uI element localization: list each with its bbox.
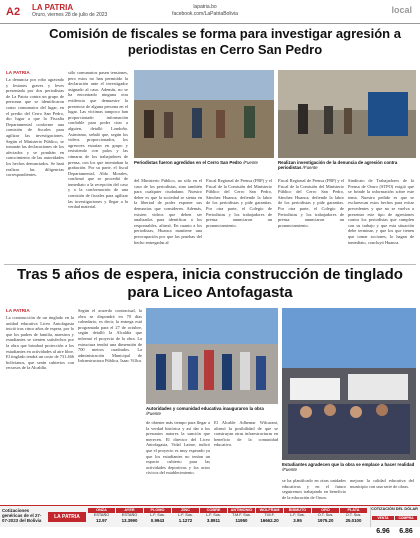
ticker-title: Cotizaciones genéricas de el 27-07-2023 del Bolivia xyxy=(2,508,42,523)
ticker-item-value: 3.8911 xyxy=(206,518,221,523)
ticker-item-unit: ESTAÑO xyxy=(93,513,110,517)
ticker-item-value: 0.9943 xyxy=(150,518,165,523)
article2-photo2-caption: Estudiantes agradecen que la obra se emplace a hacer realidad /Fuente xyxy=(282,462,415,473)
article2-col7: mejorar la calidad educativa del municipio con una serie de obras. xyxy=(350,478,414,489)
ticker-item-name: COBRE xyxy=(200,508,227,513)
ticker-item-antimonio xyxy=(228,508,255,523)
article2-byline: LA PATRIA xyxy=(6,308,30,313)
ticker-item-value: 1.1272 xyxy=(178,518,193,523)
article1-byline: LA PATRIA xyxy=(6,70,30,75)
ticker-item-wolfram xyxy=(256,508,283,523)
article1-col5a: Fiscal Regional de Prensa (FRP) y el Fiscal de la Comisión del Ministerio Público del Cerro San Pedro, Sánchez Huanca, defiende la labor de los periodistas y pide garantías. Por otra parte, el Colegio de Periodistas y los trabajadores de prensa anunciaron un pronunciamiento. xyxy=(278,178,344,228)
article1-photo2-caption: Realizan investigación de la denuncia de agresión contra periodistas /Fuente xyxy=(278,160,398,171)
ticker-item-ayer xyxy=(116,508,143,523)
ticker-item-value: 25.0100 xyxy=(345,518,362,523)
ticker-item-name: ORO xyxy=(312,508,339,513)
page-number: A2 xyxy=(6,6,21,18)
article2-col2: Según el acuerdo contractual, la obra se dispondrá en 70 días calendario, es decir, la entrega está programada para el 27 de octubre, según detalló la Alcaldía que informó el proyecto de la obra. La estructura tendrá una dimensión de 700 metros cuadrados. La administración Municipal de Infraestructura Pública, Isaac Villca. xyxy=(78,308,142,364)
ticker-item-name: WOLFRAM xyxy=(256,508,283,513)
masthead-logo: LA PATRIA xyxy=(32,3,74,12)
page-header xyxy=(0,0,420,24)
ticker-item-name: PLATA xyxy=(340,508,367,513)
article1-photo1 xyxy=(134,70,274,158)
ticker-item-unit: L.F. Sus. xyxy=(150,513,165,517)
dollar-buy: VENTA 6.96 xyxy=(372,516,394,538)
article1-col3: del Ministerio Público, no sólo en el caso de los periodistas, sino también para cualquier ciudadano. Nuestro deber es que la sociedad se sienta en la libertad de poder exponer sus denuncias que consideren. Además, existen videos que deben ser analizados para identificar a los responsables, afirmó. En cuanto a los periodistas, Huanca mantiene una preocupación por que las pruebas del hecho entregadas al xyxy=(134,178,202,245)
dollar-title: COTIZACIÓN DEL DÓLAR xyxy=(371,507,418,511)
ticker-item-unit: T.M.F. Sus. xyxy=(232,513,251,517)
ticker-item-value: 3.95 xyxy=(293,518,302,523)
commodity-ticker xyxy=(0,505,420,535)
ticker-item-name: ANTIMONIO xyxy=(228,508,255,513)
article2-col3: de obtener más tiempo para llegar a la verdad histórica y así dar a los presuntos autores la sanción que merecen. El director del Liceo Antofagasta, Vidal Laime, indicó que el proyecto es muy esperado ya que los estudiantes no tenían un espacio cubierto para las actividades deportivas y los actos cívicos del establecimiento. xyxy=(146,420,210,476)
dollar-rate xyxy=(370,507,418,535)
ticker-item-name: ONZA xyxy=(88,508,115,513)
article1-photo2 xyxy=(278,70,416,158)
ticker-item-unit: L.F. Sus. xyxy=(290,513,305,517)
article2-col4: El Alcalde Adhemar Wilcarani, afirmó la posibilidad de que se construyan otras infraestructuras en beneficio de la comunidad educativa. xyxy=(214,420,278,448)
ticker-item-value: 16662.20 xyxy=(260,518,279,523)
issue-date: Oruro, viernes 28 de julio de 2023 xyxy=(32,12,108,18)
ticker-item-unit: O.T. Sus. xyxy=(345,513,362,517)
dollar-sell: COMPRA 6.86 xyxy=(395,516,417,538)
ticker-item-unit: ESTAÑO xyxy=(121,513,138,517)
ticker-item-oro xyxy=(312,508,339,523)
ticker-item-name: AYER xyxy=(116,508,143,513)
ticker-item-value: 1975.20 xyxy=(317,518,334,523)
article1-col1: LA PATRIA La denuncia por robo agravado y lesiones graves y leves presentada por dos periodistas de La Patria contra un grupo de personas que se identificaron como comunarios del lugar, en el predio del Cerro San Pedro, dio lugar a que la Fiscalía Departamental conforme una comisión de fiscales para agilizar las investigaciones. Según el Ministerio Público, se tomarán las declaraciones de los afectados y se pondrán en conocimiento de las autoridades los hechos denunciados. Se hará realizar las diligencias correspondientes. xyxy=(6,70,64,178)
article1-col4: Fiscal Regional de Prensa (FRP) y el Fiscal de la Comisión del Ministerio Público del Cerro San Pedro, Sánchez Huanca, defiende la labor de los periodistas y pide garantías. Por otra parte, el Colegio de Periodistas y los trabajadores de prensa anunciaron un pronunciamiento. xyxy=(206,178,272,228)
ticker-item-name: PLOMO xyxy=(144,508,171,513)
website-link[interactable]: lapatria.bo xyxy=(193,4,217,10)
article2-photo1-caption: Autoridades y comunidad educativa inauguraron la obra /Fuente xyxy=(146,406,264,417)
ticker-item-value: 12.97 xyxy=(96,518,107,523)
ticker-item-plomo xyxy=(144,508,171,523)
article1-headline: Comisión de fiscales se forma para investigar agresión a periodistas en Cerro San Pedro xyxy=(49,26,401,57)
article2-col1: LA PATRIA La construcción de un tinglado en la unidad educativa Liceo Antofagasta inició tras cinco años de espera, por lo que los padres de familia, maestros y estudiantes se sienten satisfechos por la obra que brindará protección a los estudiantes en actividades al aire libre. El tinglado tendrá un costo de 731.466 bolivianos, que serán cubiertos con recursos de la Alcaldía. xyxy=(6,308,74,371)
article1-photo1-caption: Periodistas fueron agredidos en el Cerro San Pedro /Fuente xyxy=(134,160,258,165)
header-links xyxy=(155,4,255,18)
ticker-item-plata xyxy=(340,508,367,523)
ticker-item-unit: O.T. Sus. xyxy=(317,513,334,517)
article1-col2: sólo comunarios pasen tensiones, pero estos no han permitido la declaración ante el investigador asignado al caso. Además, no se ha encontrado ninguna otra evidencia que demuestre la presencia de alguna persona en el lugar. Las víctimas tampoco han proporcionado información confiable para poder citar a alguien, detalló Londoño. Asimismo, señaló que, según los videos proporcionados, los agresores estarían en grupo y resistiendo con palos y las cámaras de los trabajadores de prensa, con los que intentaban la grabación. Por su parte, el fiscal Departamental, Aldo Morales, confirmó que se procedió de inmediato a la recepción del caso y a la conformación de una comisión de fiscales para agilizar las investigaciones y llegar a la verdad material. xyxy=(68,70,128,210)
ticker-item-value: 13.3990 xyxy=(121,518,138,523)
article2-headline: Tras 5 años de espera, inicia construcción de tinglado para Liceo Antofagasta xyxy=(17,266,403,301)
ticker-item-cobre xyxy=(200,508,227,523)
article2-photo1 xyxy=(146,308,278,404)
ticker-item-zinc xyxy=(172,508,199,523)
article2-col6: se ha planificado en otras unidades educativas y en el futuro seguiremos trabajando en beneficio de la educación de Oruro. xyxy=(282,478,346,500)
ticker-item-name: BISMUTO xyxy=(284,508,311,513)
section-label: local xyxy=(391,5,412,15)
ticker-logo: LA PATRIA xyxy=(48,512,86,522)
article2-photo2 xyxy=(282,308,416,460)
article-divider xyxy=(4,264,416,265)
ticker-item-value: 11950 xyxy=(235,518,248,523)
ticker-item-unit: L.F. Sus. xyxy=(206,513,221,517)
ticker-item-onza xyxy=(88,508,115,523)
ticker-item-name: ZINC xyxy=(172,508,199,513)
article1-col5: Sindicato de Trabajadores de la Prensa de Oruro (STPO) exigió que se brinde la información sobre este tema. Nuestro pedido es que se esclarezcan estos hechos para evitar precedentes y que no se vuelva a presentar este tipo de agresiones contra los periodistas que cumplen con su trabajo y que esta situación debe terminar, y que los que tienen que tomar acciones, lo hagan de inmediato, concluyó Huanca. xyxy=(348,178,414,245)
ticker-item-unit: T.M.F. xyxy=(264,513,275,517)
social-link[interactable]: facebook.com/LaPatriaBolivia xyxy=(172,11,238,17)
ticker-item-unit: L.F. Sus. xyxy=(178,513,193,517)
ticker-item-bismuto xyxy=(284,508,311,523)
